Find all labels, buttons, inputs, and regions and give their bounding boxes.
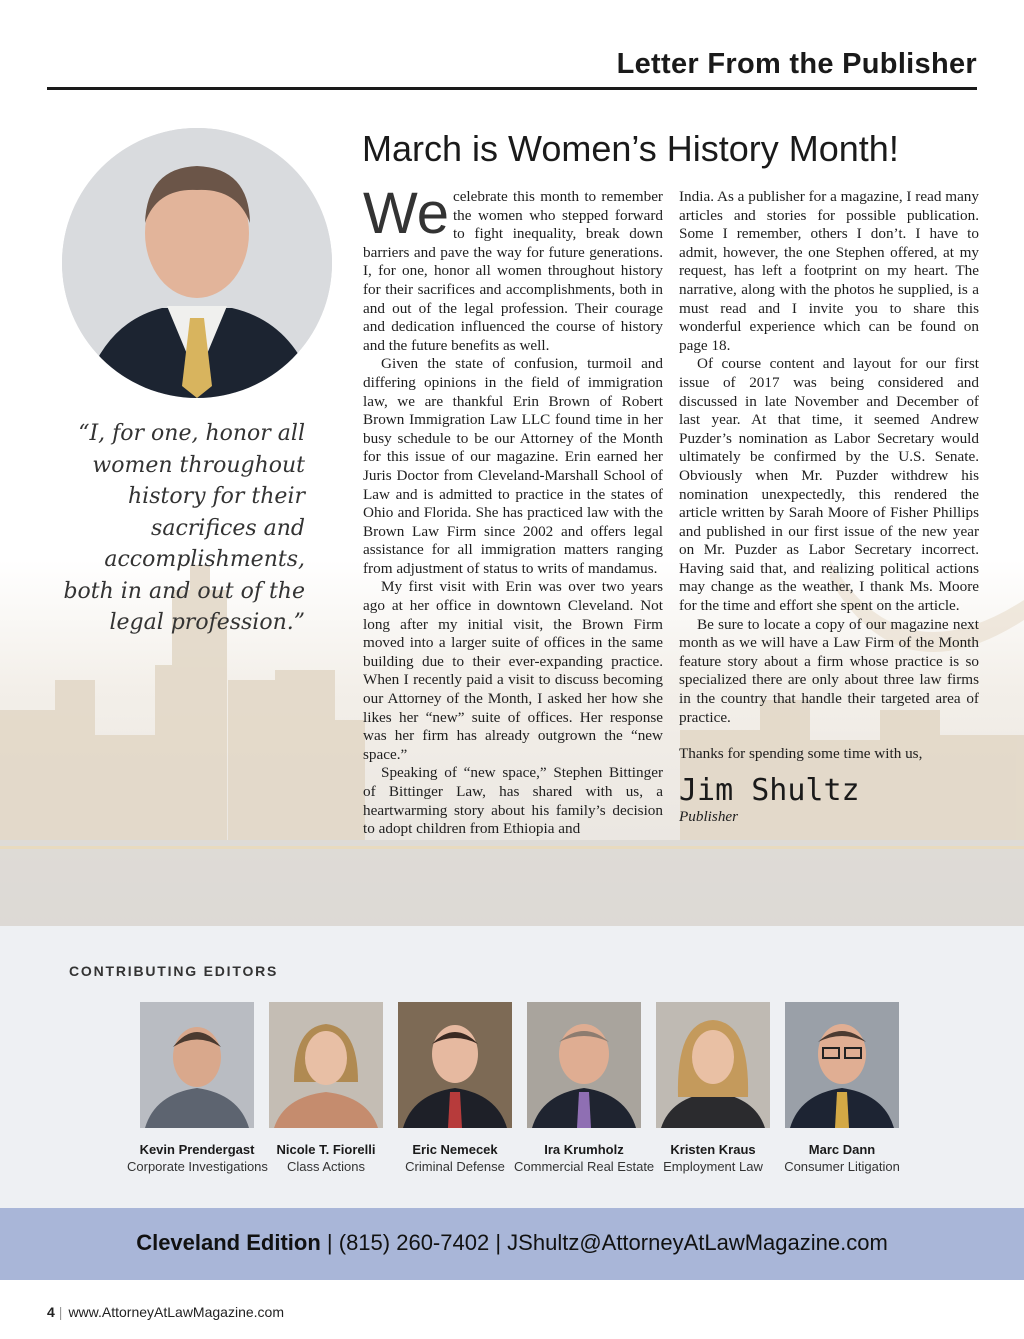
article-headline: March is Women’s History Month! [362,128,899,169]
editor-card [385,1002,525,1174]
editor-photo [140,1002,254,1128]
article-paragraph: My first visit with Erin was over two years ago at her office in downtown Cleveland. Not long after my initial visit, the Brown Firm moved into a larger suite of offices in the same building due to their ever-expanding practice. When I recently paid a visit to discuss becoming our Attorney of the Month, I asked her how she likes her “new” suite of offices. Her response was her firm has already outgrown the “new space.” [363,578,663,763]
publisher-signature: Jim Shultz [679,772,860,808]
separator: | [495,1230,502,1255]
editor-practice-area: Employment Law [663,1159,763,1174]
editor-name: Kristen Kraus [670,1142,756,1157]
article-column-2 [679,188,979,826]
editor-practice-area: Commercial Real Estate [514,1159,655,1174]
contact-phone[interactable]: (815) 260-7402 [338,1230,490,1255]
page-number: 4 [47,1304,55,1320]
publisher-portrait [62,128,332,398]
editor-practice-area: Criminal Defense [405,1159,505,1174]
editor-name: Nicole T. Fiorelli [276,1142,376,1157]
footer-separator: | [58,1304,63,1320]
drop-cap: We [363,181,449,246]
contributing-editors-title: CONTRIBUTING EDITORS [69,963,279,979]
editor-practice-area: Consumer Litigation [784,1159,900,1174]
footer-website[interactable]: www.AttorneyAtLawMagazine.com [68,1304,284,1320]
editor-name: Eric Nemecek [412,1142,498,1157]
article-column-1 [363,181,663,839]
editor-photo [398,1002,512,1128]
page-footer [47,1304,284,1320]
paragraph-text: celebrate this month to remember the women who stepped forward to fight inequality, break down barriers and pave the way for future generations. I, for one, honor all women throughout history for their sacrifices and accomplishments, both in and out of the legal profession. Their courage and dedication influenced the course of history and the future benefits as well. [363,188,663,354]
header-rule [47,87,977,90]
editor-practice-area: Corporate Investigations [127,1159,268,1174]
article-paragraph: Speaking of “new space,” Stephen Bittinger of Bittinger Law, has shared with us, a heartwarming story about his family’s decision to adopt children from Ethiopia and [363,764,663,838]
section-title: Letter From the Publisher [616,48,977,80]
editor-photo [785,1002,899,1128]
article-paragraph: Be sure to locate a copy of our magazine next month as we will have a Law Firm of the Month feature story about a firm whose practice is so specialized there are only about three law firms in the country that handle their targeted area of practice. [679,615,979,726]
editor-name: Kevin Prendergast [139,1142,255,1157]
editor-photo [656,1002,770,1128]
article-paragraph: Given the state of confusion, turmoil and differing opinions in the field of immigration law, we are thankful Erin Brown of Robert Brown Immigration Law LLC found time in her busy schedule to be our Attorney of the Month for this issue of our magazine. Erin earned her Juris Doctor from Cleveland-Marshall School of Law and is admitted to practice in the states of Ohio and Florida. She has practiced law with the Brown Law Firm since 2002 and offers legal assistance for all immigration matters ranging from adjustment of status to writs of mandamus. [363,355,663,577]
editor-card [256,1002,396,1174]
editor-card [643,1002,783,1174]
contact-line [0,1230,1024,1256]
editor-name: Marc Dann [808,1142,876,1157]
editor-practice-area: Class Actions [286,1159,366,1174]
contact-email[interactable]: JShultz@AttorneyAtLawMagazine.com [507,1230,888,1255]
editor-card [772,1002,912,1174]
closing-line: Thanks for spending some time with us, [679,745,923,763]
editor-card [127,1002,267,1174]
signature-title: Publisher [679,807,739,825]
separator: | [326,1230,333,1255]
article-paragraph: India. As a publisher for a magazine, I read many articles and stories for possible publication. Some I remember, others I don’t. I have to admit, however, the one Stephen offered, at my request, has left a footprint on my heart. The narrative, along with the photos he supplied, is a must read and I invite you to share this wonderful experience which can be found on page 18. [679,188,979,354]
article-paragraph [363,181,663,355]
editor-photo [269,1002,383,1128]
edition-name: Cleveland Edition [136,1230,321,1255]
editor-card [514,1002,654,1174]
pull-quote: “I, for one, honor all women throughout history for their sacrifices and accomplishments, both in and out of the legal profession.” [63,421,305,635]
editor-name: Ira Krumholz [544,1142,624,1157]
article-paragraph: Of course content and layout for our first issue of 2017 was being considered and discussed in late November and December of last year. At that time, it seemed Andrew Puzder’s nomination as Labor Secretary would ultimately be confirmed by the U.S. Senate. Obviously when Mr. Puzder withdrew his nomination unexpectedly, this rendered the article written by Sarah Moore of Fisher Phillips and published in our first issue of the new year on Mr. Puzder as Labor Secretary incorrect. Having said that, and realizing political actions may change as the weather, I thank Ms. Moore for the time and effort she spent on the article. [679,355,979,615]
editor-photo [527,1002,641,1128]
